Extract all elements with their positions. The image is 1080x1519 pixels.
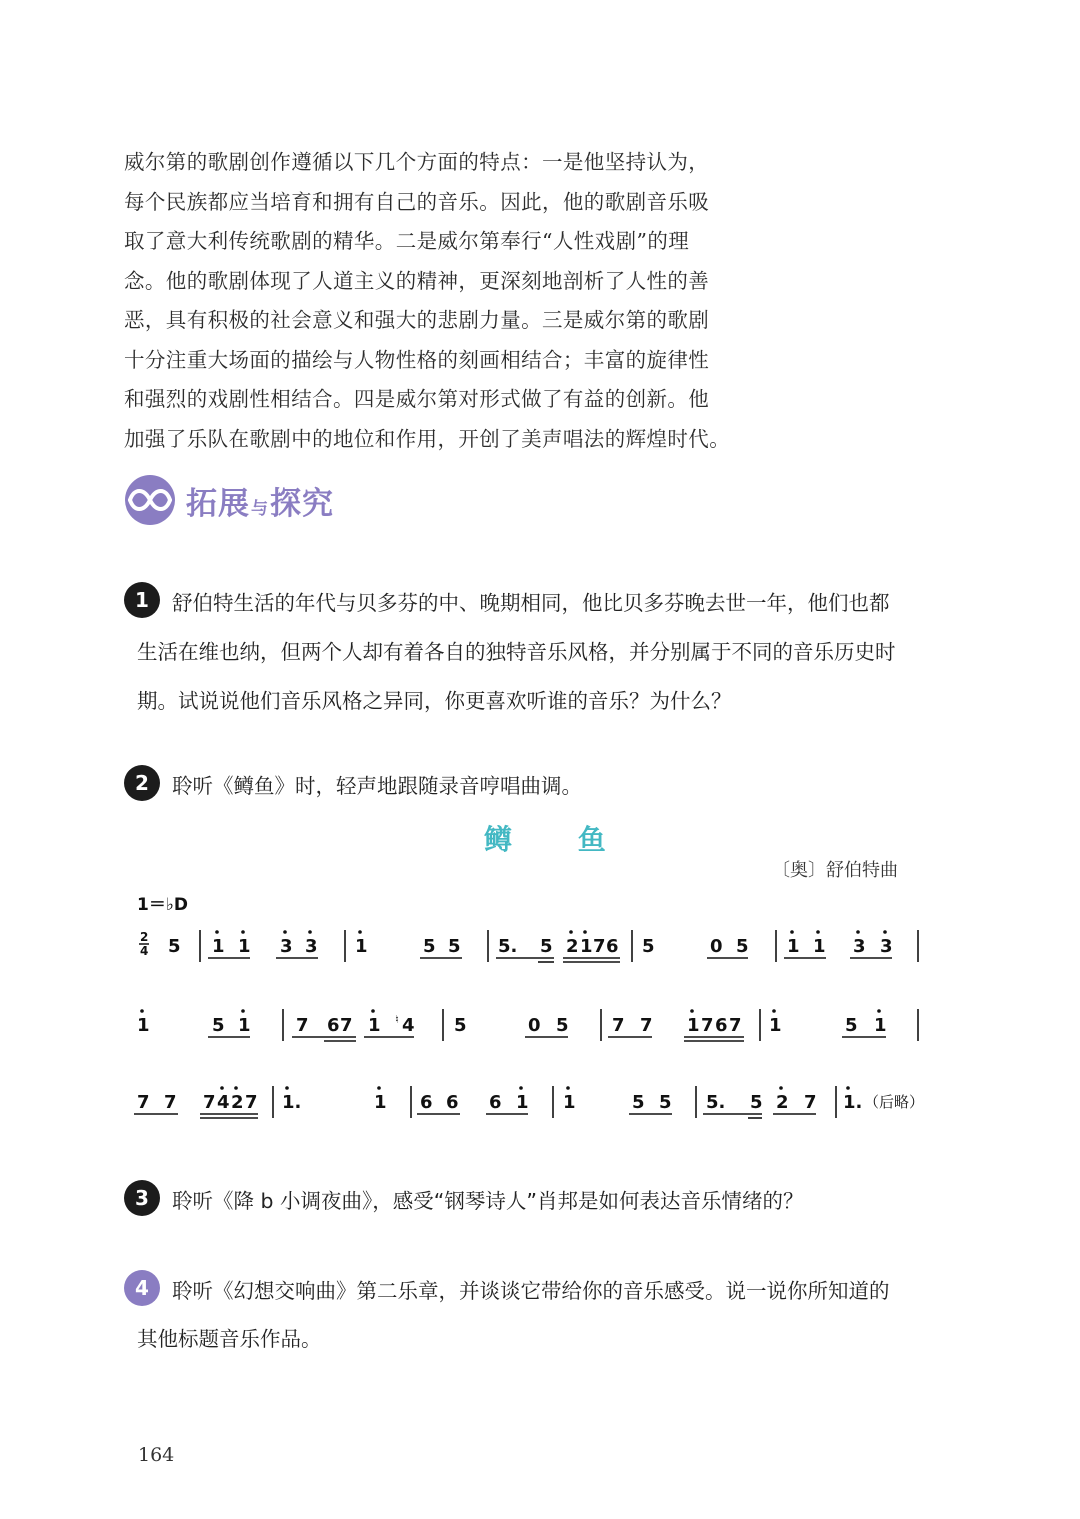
svg-text:7: 7 bbox=[612, 1015, 625, 1036]
section-title-part: 与 bbox=[251, 498, 269, 519]
svg-text:5: 5 bbox=[845, 1015, 858, 1036]
svg-text:1: 1 bbox=[687, 1015, 700, 1036]
svg-text:5.: 5. bbox=[498, 936, 518, 957]
svg-text:7: 7 bbox=[729, 1015, 742, 1036]
intro-line: 和强烈的戏剧性相结合。四是威尔第对形式做了有益的创新。他 bbox=[124, 387, 710, 411]
svg-text:5: 5 bbox=[632, 1092, 645, 1113]
svg-text:5: 5 bbox=[556, 1015, 569, 1036]
question-4-line: 其他标题音乐作品。 bbox=[137, 1327, 322, 1351]
svg-text:1: 1 bbox=[874, 1015, 887, 1036]
composer: 〔奥〕舒伯特曲 bbox=[772, 860, 898, 881]
svg-text:1.: 1. bbox=[282, 1092, 302, 1113]
svg-text:♮: ♮ bbox=[395, 1013, 399, 1026]
question-1-line: 生活在维也纳，但两个人却有着各自的独特音乐风格，并分别属于不同的音乐历史时 bbox=[137, 640, 896, 664]
question-3-badge: 3 bbox=[124, 1180, 160, 1216]
intro-line: 加强了乐队在歌剧中的地位和作用，开创了美声唱法的辉煌时代。 bbox=[124, 426, 731, 451]
svg-text:5: 5 bbox=[212, 1015, 225, 1036]
question-2-line: 聆听《鳟鱼》时，轻声地跟随录音哼唱曲调。 bbox=[172, 774, 582, 798]
svg-text:5.: 5. bbox=[706, 1092, 726, 1113]
question-4-line: 聆听《幻想交响曲》第二乐章，并谈谈它带给你的音乐感受。说一说你所知道的 bbox=[172, 1279, 890, 1303]
svg-text:0: 0 bbox=[528, 1015, 541, 1036]
question-1-line: 期。试说说他们音乐风格之异同，你更喜欢听谁的音乐？为什么？ bbox=[137, 689, 732, 713]
intro-line: 每个民族都应当培育和拥有自己的音乐。因此，他的歌剧音乐吸 bbox=[124, 189, 710, 214]
svg-text:7: 7 bbox=[296, 1015, 309, 1036]
svg-text:5: 5 bbox=[168, 936, 181, 957]
svg-text:2: 2 bbox=[231, 1092, 244, 1113]
question-1-badge: 1 bbox=[124, 582, 160, 618]
svg-text:1: 1 bbox=[813, 936, 826, 957]
svg-text:1: 1 bbox=[368, 1015, 381, 1036]
svg-text:7: 7 bbox=[640, 1015, 653, 1036]
svg-text:1: 1 bbox=[238, 1015, 251, 1036]
svg-text:5: 5 bbox=[750, 1092, 763, 1113]
question-2-badge: 2 bbox=[124, 765, 160, 801]
svg-text:3: 3 bbox=[853, 936, 866, 957]
svg-text:1: 1 bbox=[238, 936, 251, 957]
svg-text:1: 1 bbox=[580, 936, 593, 957]
svg-text:6: 6 bbox=[489, 1092, 502, 1113]
time-sig-top: 2 bbox=[140, 930, 149, 944]
svg-text:3: 3 bbox=[305, 936, 318, 957]
svg-text:0: 0 bbox=[710, 936, 723, 957]
svg-text:3: 3 bbox=[880, 936, 893, 957]
svg-text:5: 5 bbox=[659, 1092, 672, 1113]
svg-text:1: 1 bbox=[516, 1092, 529, 1113]
section-title-part: 拓展 bbox=[186, 485, 250, 522]
svg-text:1: 1 bbox=[355, 936, 368, 957]
svg-text:1: 1 bbox=[212, 936, 225, 957]
svg-text:1.: 1. bbox=[843, 1092, 863, 1113]
svg-text:7: 7 bbox=[245, 1092, 258, 1113]
svg-text:5: 5 bbox=[454, 1015, 467, 1036]
svg-text:6: 6 bbox=[715, 1015, 728, 1036]
svg-text:1: 1 bbox=[374, 1092, 387, 1113]
intro-line: 念。他的歌剧体现了人道主义的精神，更深刻地剖析了人性的善 bbox=[124, 268, 710, 293]
key-signature: 1＝♭D bbox=[137, 895, 188, 915]
svg-text:7: 7 bbox=[804, 1092, 817, 1113]
svg-text:2: 2 bbox=[566, 936, 579, 957]
question-4-badge: 4 bbox=[124, 1270, 160, 1306]
svg-text:5: 5 bbox=[540, 936, 553, 957]
svg-text:4: 4 bbox=[402, 1015, 415, 1036]
svg-text:7: 7 bbox=[164, 1092, 177, 1113]
svg-text:6: 6 bbox=[327, 1015, 340, 1036]
svg-text:5: 5 bbox=[423, 936, 436, 957]
svg-text:6: 6 bbox=[420, 1092, 433, 1113]
intro-line: 十分注重大场面的描绘与人物性格的刻画相结合；丰富的旋律性 bbox=[124, 347, 710, 372]
svg-text:5: 5 bbox=[736, 936, 749, 957]
svg-text:1: 1 bbox=[563, 1092, 576, 1113]
svg-text:2: 2 bbox=[776, 1092, 789, 1113]
svg-text:5: 5 bbox=[448, 936, 461, 957]
svg-text:5: 5 bbox=[642, 936, 655, 957]
svg-text:7: 7 bbox=[701, 1015, 714, 1036]
time-sig-bottom: 4 bbox=[140, 944, 149, 958]
ending-note: （后略） bbox=[864, 1093, 925, 1111]
intro-line: 取了意大利传统歌剧的精华。二是威尔第奉行“人性戏剧”的理 bbox=[124, 229, 690, 253]
svg-text:7: 7 bbox=[203, 1092, 216, 1113]
svg-text:1: 1 bbox=[787, 936, 800, 957]
song-title: 鳟 鱼 bbox=[484, 823, 634, 856]
svg-text:1: 1 bbox=[137, 1015, 150, 1036]
page-number: 164 bbox=[138, 1444, 175, 1466]
svg-text:3: 3 bbox=[280, 936, 293, 957]
svg-text:1: 1 bbox=[769, 1015, 782, 1036]
svg-text:7: 7 bbox=[137, 1092, 150, 1113]
svg-text:7: 7 bbox=[340, 1015, 353, 1036]
svg-text:6: 6 bbox=[606, 936, 619, 957]
svg-text:7: 7 bbox=[593, 936, 606, 957]
question-3-line: 聆听《降 b 小调夜曲》，感受“钢琴诗人”肖邦是如何表达音乐情绪的？ bbox=[172, 1189, 804, 1213]
question-1-line: 舒伯特生活的年代与贝多芬的中、晚期相同，他比贝多芬晚去世一年，他们也都 bbox=[172, 591, 890, 615]
intro-line: 威尔第的歌剧创作遵循以下几个方面的特点：一是他坚持认为， bbox=[124, 150, 710, 174]
svg-text:4: 4 bbox=[217, 1092, 230, 1113]
svg-text:6: 6 bbox=[446, 1092, 459, 1113]
section-title-part: 探究 bbox=[270, 485, 334, 522]
intro-line: 恶，具有积极的社会意义和强大的悲剧力量。三是威尔第的歌剧 bbox=[124, 308, 710, 332]
